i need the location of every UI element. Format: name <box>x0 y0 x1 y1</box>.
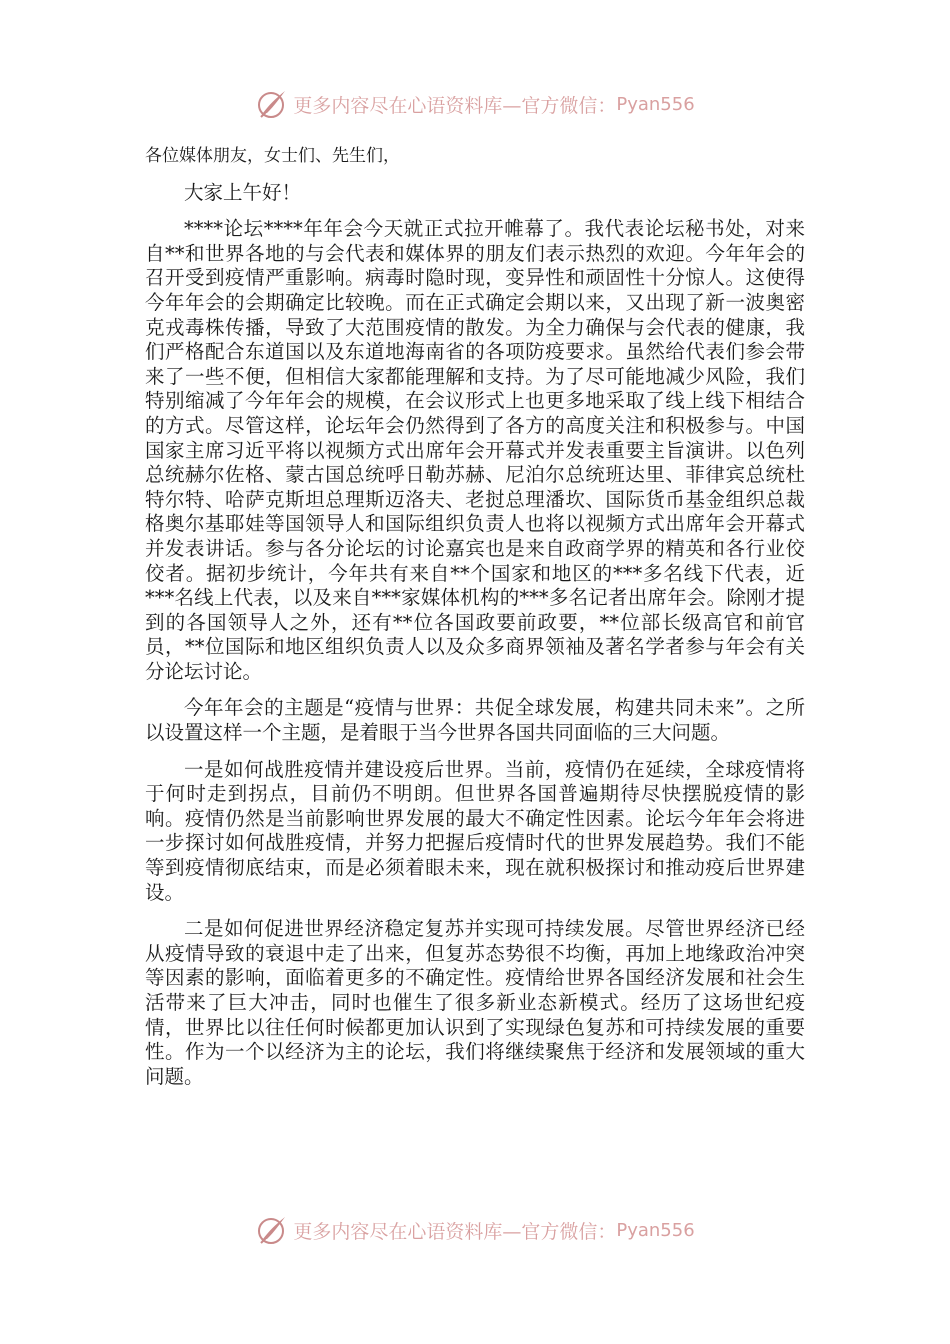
salutation: 各位媒体朋友，女士们、先生们， <box>145 146 400 166</box>
quill-logo-icon <box>255 87 289 121</box>
greeting: 大家上午好！ <box>184 180 302 204</box>
watermark-text: 更多内容尽在心语资料库—官方微信： <box>293 1220 617 1243</box>
watermark-id: Pyan556 <box>616 93 695 115</box>
paragraph-4: 二是如何促进世界经济稳定复苏并实现可持续发展。尽管世界经济已经从疫情导致的衰退中走了出来，但复苏态势很不均衡，再加上地缘政治冲突等因素的影响，面临着更多的不确定性。疫情给世界各国经济发展和社会生活带来了巨大冲击，同时也催生了很多新业态新模式。经历了这场世纪疫情，世界比以往任何时候都更加认识到了实现绿色复苏和可持续发展的重要性。作为一个以经济为主的论坛，我们将继续聚焦于经济和发展领域的重大问题。 <box>145 917 805 1088</box>
header-watermark <box>0 84 950 124</box>
footer-watermark <box>0 1210 950 1250</box>
watermark-id: Pyan556 <box>616 1219 695 1241</box>
quill-logo-icon <box>255 1213 289 1247</box>
paragraph-2: 今年年会的主题是“疫情与世界：共促全球发展，构建共同未来”。之所以设置这样一个主题，是着眼于当今世界各国共同面临的三大问题。 <box>145 696 805 745</box>
document-body <box>145 144 805 1101</box>
watermark-text: 更多内容尽在心语资料库—官方微信： <box>293 94 617 117</box>
paragraph-1: ****论坛****年年会今天就正式拉开帷幕了。我代表论坛秘书处，对来自**和世界各地的与会代表和媒体界的朋友们表示热烈的欢迎。今年年会的召开受到疫情严重影响。病毒时隐时现，变异性和顽固性十分惊人。这使得今年年会的会期确定比较晚。而在正式确定会期以来，又出现了新一波奥密克戎毒株传播，导致了大范围疫情的散发。为全力确保与会代表的健康，我们严格配合东道国以及东道地海南省的各项防疫要求。虽然给代表们参会带来了一些不便，但相信大家都能理解和支持。为了尽可能地减少风险，我们特别缩减了今年年会的规模，在会议形式上也更多地采取了线上线下相结合的方式。尽管这样，论坛年会仍然得到了各方的高度关注和积极参与。中国国家主席习近平将以视频方式出席年会开幕式并发表重要主旨演讲。以色列总统赫尔佐格、蒙古国总统呼日勒苏赫、尼泊尔总统班达里、菲律宾总统杜特尔特、哈萨克斯坦总理斯迈洛夫、老挝总理潘坎、国际货币基金组织总裁格奥尔基耶娃等国领导人和国际组织负责人也将以视频方式出席年会开幕式并发表讲话。参与各分论坛的讨论嘉宾也是来自政商学界的精英和各行业佼佼者。据初步统计，今年共有来自**个国家和地区的***多名线下代表，近***名线上代表，以及来自***家媒体机构的***多名记者出席年会。除刚才提到的各国领导人之外，还有**位各国政要前政要，**位部长级高官和前官员，**位国际和地区组织负责人以及众多商界领袖及著名学者参与年会有关分论坛讨论。 <box>145 217 805 683</box>
paragraph-3: 一是如何战胜疫情并建设疫后世界。当前，疫情仍在延续，全球疫情将于何时走到拐点，目前仍不明朗。但世界各国普遍期待尽快摆脱疫情的影响。疫情仍然是当前影响世界发展的最大不确定性因素。论坛今年年会将进一步探讨如何战胜疫情，并努力把握后疫情时代的世界发展趋势。我们不能等到疫情彻底结束，而是必须着眼未来，现在就积极探讨和推动疫后世界建设。 <box>145 757 805 904</box>
